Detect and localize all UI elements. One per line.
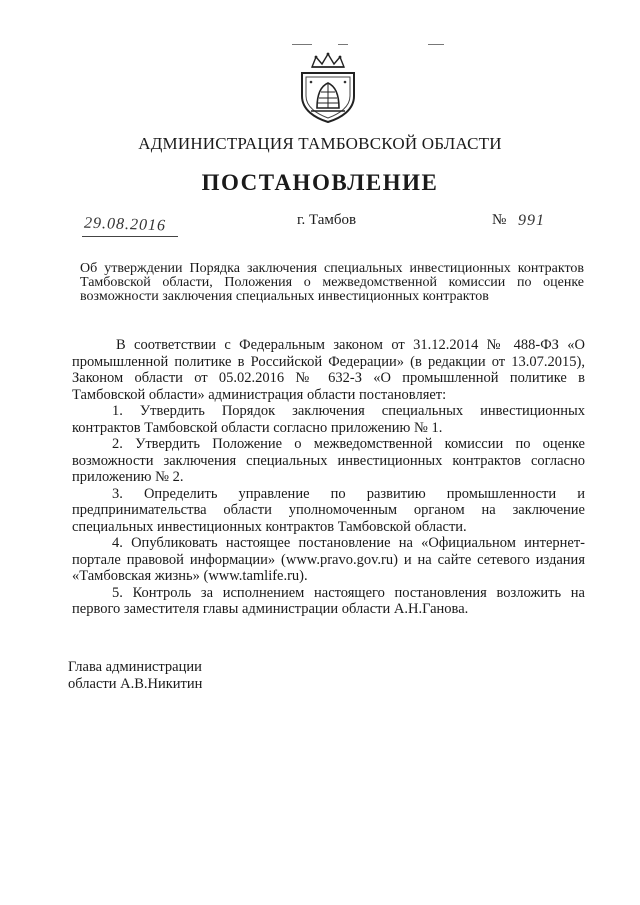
date-underline (82, 236, 178, 237)
document-number: 991 (518, 212, 545, 229)
decree-item: 5. Контроль за исполнением настоящего постановления возложить на первого заместителя главы администрации области А.Н.Ганова. (72, 584, 585, 617)
signature-name: области А.В.Никитин (68, 676, 203, 692)
document-type-title: ПОСТАНОВЛЕНИЕ (201, 170, 439, 195)
document-subject: Об утверждении Порядка заключения специальных инвестиционных контрактов Тамбовской области, Положения о межведомственной комиссии по оценке возможности заключения специальных инвестиционных контрактов (80, 261, 584, 304)
document-body (72, 337, 585, 618)
signature-block (68, 659, 202, 693)
preamble-paragraph: В соответствии с Федеральным законом от 31.12.2014 № 488-ФЗ «О промышленной политике в Российской Федерации» (в редакции от 13.07.2015), Законом области от 05.02.2016 № 632-З «О промышленной политике в Тамбовской области» администрация области постановляет: (72, 337, 585, 403)
scan-mark (292, 44, 312, 45)
decree-item: 3. Определить управление по развитию промышленности и предпринимательства области уполномоченным органом на заключение специальных инвестиционных контрактов Тамбовской области. (72, 485, 585, 535)
scan-mark (338, 44, 348, 45)
document-date: 29.08.2016 (83, 214, 167, 235)
decree-item: 1. Утвердить Порядок заключения специальных инвестиционных контрактов Тамбовской области согласно приложению № 1. (72, 403, 585, 436)
coat-of-arms-icon (299, 52, 357, 124)
organization-name: АДМИНИСТРАЦИЯ ТАМБОВСКОЙ ОБЛАСТИ (138, 134, 502, 153)
decree-item: 2. Утвердить Положение о межведомственной комиссии по оценке возможности заключения специальных инвестиционных контрактов согласно приложению № 2. (72, 436, 585, 485)
document-city: г. Тамбов (297, 212, 357, 228)
document-number-label: № (492, 212, 507, 228)
decree-item: 4. Опубликовать настоящее постановление на «Официальном интернет-портале правовой информации» (www.pravo.gov.ru) и на сайте сетевого издания «Тамбовская жизнь» (www.tamlife.ru). (72, 535, 585, 584)
signature-position: Глава администрации (68, 659, 202, 675)
scan-mark (428, 44, 444, 45)
